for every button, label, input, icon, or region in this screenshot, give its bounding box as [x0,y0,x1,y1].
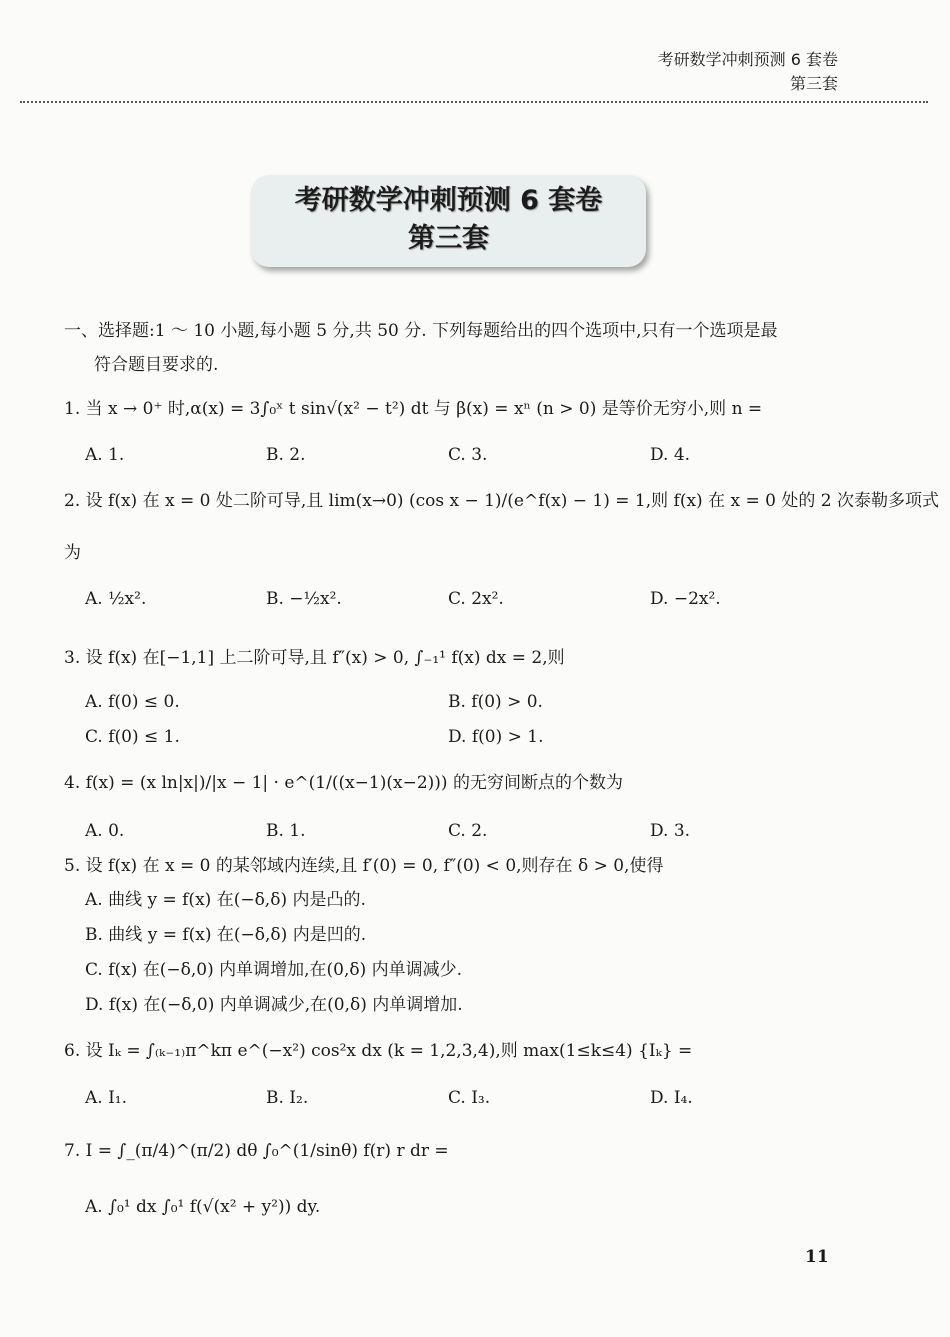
q2-option-a: A. ½x². [85,589,147,609]
running-header [658,48,838,96]
question-7-stem: 7. I = ∫_(π/4)^(π/2) dθ ∫₀^(1/sinθ) f(r) r dr = [64,1141,449,1161]
title-line2: 第三套 [408,223,489,254]
q5-option-d: D. f(x) 在(−δ,0) 内单调减少,在(0,δ) 内单调增加. [85,995,463,1015]
q5-option-c: C. f(x) 在(−δ,0) 内单调增加,在(0,δ) 内单调减少. [85,960,463,980]
section-instruction-cont: 符合题目要求的. [94,355,219,375]
header-divider [20,101,928,103]
q7-option-a: A. ∫₀¹ dx ∫₀¹ f(√(x² + y²)) dy. [85,1197,321,1217]
q5-option-a: A. 曲线 y = f(x) 在(−δ,δ) 内是凸的. [85,890,366,910]
header-set-label: 第三套 [789,74,838,93]
question-2-stem: 2. 设 f(x) 在 x = 0 处二阶可导,且 lim(x→0) (cos x − 1)/(e^f(x) − 1) = 1,则 f(x) 在 x = 0 处的 2 次泰勒多项式 [64,491,939,511]
q3-option-d: D. f(0) > 1. [448,727,544,747]
question-6-stem: 6. 设 Iₖ = ∫₍ₖ₋₁₎π^kπ e^(−x²) cos²x dx (k = 1,2,3,4),则 max(1≤k≤4) {Iₖ} = [64,1041,693,1061]
q4-option-d: D. 3. [650,821,691,841]
q3-option-c: C. f(0) ≤ 1. [85,727,180,747]
q1-option-b: B. 2. [266,445,306,465]
q6-option-a: A. I₁. [85,1088,128,1108]
q4-option-a: A. 0. [85,821,125,841]
question-5-stem: 5. 设 f(x) 在 x = 0 的某邻域内连续,且 f′(0) = 0, f″(0) < 0,则存在 δ > 0,使得 [64,856,664,876]
section-instruction: 一、选择题:1 ～ 10 小题,每小题 5 分,共 50 分. 下列每题给出的四个选项中,只有一个选项是最 [64,321,778,341]
q3-option-b: B. f(0) > 0. [448,692,543,712]
page-number: 11 [805,1247,829,1267]
q1-option-a: A. 1. [85,445,125,465]
question-3-stem: 3. 设 f(x) 在[−1,1] 上二阶可导,且 f″(x) > 0, ∫₋₁¹ f(x) dx = 2,则 [64,648,565,668]
q4-option-b: B. 1. [266,821,306,841]
question-2-stem-cont: 为 [64,543,81,563]
q1-option-d: D. 4. [650,445,691,465]
title-box [251,175,646,267]
q2-option-d: D. −2x². [650,589,721,609]
q5-option-b: B. 曲线 y = f(x) 在(−δ,δ) 内是凹的. [85,925,367,945]
q6-option-d: D. I₄. [650,1088,693,1108]
q1-option-c: C. 3. [448,445,488,465]
question-1-stem: 1. 当 x → 0⁺ 时,α(x) = 3∫₀ˣ t sin√(x² − t²) dt 与 β(x) = xⁿ (n > 0) 是等价无穷小,则 n = [64,399,763,419]
q3-option-a: A. f(0) ≤ 0. [85,692,180,712]
q2-option-c: C. 2x². [448,589,504,609]
q4-option-c: C. 2. [448,821,488,841]
q2-option-b: B. −½x². [266,589,342,609]
q6-option-c: C. I₃. [448,1088,491,1108]
title-line1: 考研数学冲刺预测 6 套卷 [294,185,603,216]
q6-option-b: B. I₂. [266,1088,309,1108]
question-4-stem: 4. f(x) = (x ln|x|)/|x − 1| · e^(1/((x−1)(x−2))) 的无穷间断点的个数为 [64,773,623,793]
header-book-title: 考研数学冲刺预测 6 套卷 [657,50,838,69]
